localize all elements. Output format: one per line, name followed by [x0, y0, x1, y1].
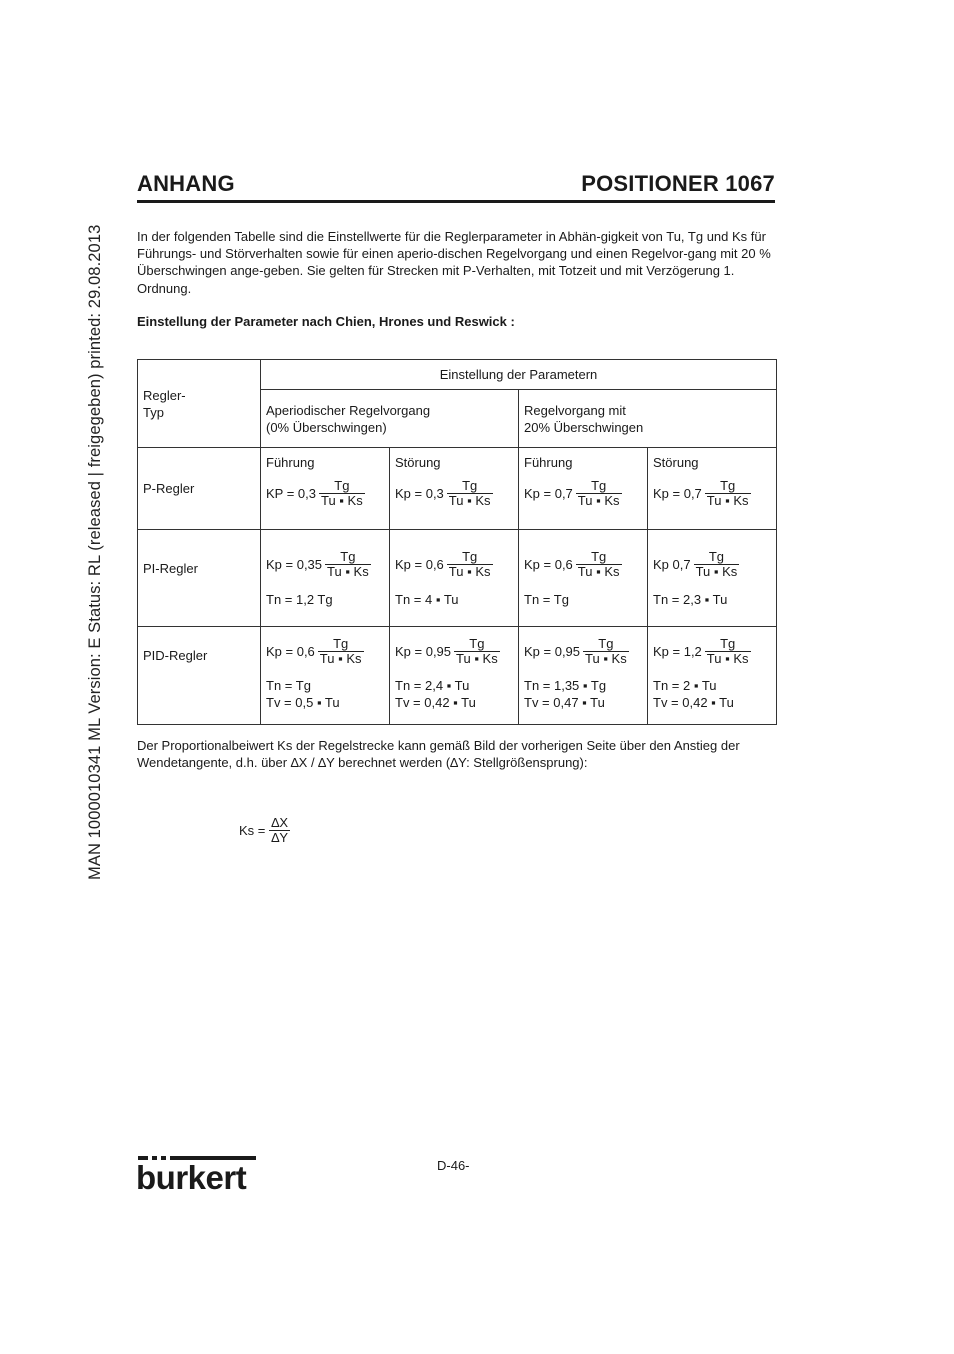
fraction: $\frac{Tg}{Tu ▪ Ks}$	[456, 636, 498, 666]
cell-pi-stoerung-aperiodic: Kp = 0,6 $\frac{Tg}{Tu ▪ Ks}$ Tn = 4 ▪ Tu	[390, 530, 519, 627]
cell-p-stoerung-overshoot: Störung Kp = 0,7 $\frac{Tg}{Tu ▪ Ks}$	[648, 448, 777, 530]
cell-pi-fuehrung-overshoot: Kp = 0,6 $\frac{Tg}{Tu ▪ Ks}$ Tn = Tg	[519, 530, 648, 627]
product-title: POSITIONER 1067	[581, 171, 775, 196]
parameter-table	[137, 359, 777, 725]
regler-typ-header: Regler- Typ	[138, 360, 261, 448]
fraction: $\frac{Tg}{Tu ▪ Ks}$	[706, 636, 749, 666]
cell-pi-fuehrung-aperiodic: Kp = 0,35 $\frac{Tg}{Tu ▪ Ks}$ Tn = 1,2 Tg	[261, 530, 390, 627]
cell-p-fuehrung-overshoot: Führung Kp = 0,7 $\frac{Tg}{Tu ▪ Ks}$	[519, 448, 648, 530]
cell-p-stoerung-aperiodic: Störung Kp = 0,3 $\frac{Tg}{Tu ▪ Ks}$	[390, 448, 519, 530]
page-header	[137, 171, 775, 203]
table-heading: Einstellung der Parameter nach Chien, Hrones und Reswick :	[137, 314, 515, 329]
document-status-note: MAN 1000010341 ML Version: E Status: RL (released | freigegeben) printed: 29.08.2013	[86, 224, 104, 880]
row-label-pi: PI-Regler	[138, 530, 261, 627]
logo-wordmark: burkert	[137, 1159, 247, 1192]
cell-p-fuehrung-aperiodic: Führung KP = 0,3 $\frac{Tg}{Tu ▪ Ks}$	[261, 448, 390, 530]
fraction: $\frac{Tg}{Tu ▪ Ks}$	[327, 549, 369, 579]
intro-paragraph: In der folgenden Tabelle sind die Einstellwerte für die Reglerparameter in Abhän-gigkeit von Tu, Tg und Ks für Führungs- und Störverhalten sowie für einen aperio-dischen Regelvorgang und einen Regelvor-gang mit 20 % Überschwingen ange-geben. Sie gelten für Strecken mit P-Verhalten, mit Totzeit und mit Verzögerung 1. Ordnung.	[137, 229, 771, 296]
table-row	[138, 530, 777, 627]
fraction: $\frac{Tg}{Tu ▪ Ks}$	[448, 478, 491, 508]
fraction: $\frac{Tg}{Tu ▪ Ks}$	[448, 549, 491, 579]
cell-pi-stoerung-overshoot: Kp 0,7 $\frac{Tg}{Tu ▪ Ks}$ Tn = 2,3 ▪ Tu	[648, 530, 777, 627]
burkert-logo-mark	[137, 1156, 257, 1192]
cell-pid-stoerung-overshoot: Kp = 1,2 $\frac{Tg}{Tu ▪ Ks}$ Tn = 2 ▪ Tu Tv = 0,42 ▪ Tu	[648, 627, 777, 725]
overshoot-header: Regelvorgang mit 20% Überschwingen	[519, 390, 777, 448]
cell-pid-fuehrung-overshoot: Kp = 0,95 $\frac{Tg}{Tu ▪ Ks}$ Tn = 1,35 ▪ Tg Tv = 0,47 ▪ Tu	[519, 627, 648, 725]
fraction: $\frac{Tg}{Tu ▪ Ks}$	[319, 636, 362, 666]
row-label-p: P-Regler	[138, 448, 261, 530]
einstellung-header: Einstellung der Parametern	[261, 360, 777, 390]
fraction: $\frac{Tg}{Tu ▪ Ks}$	[321, 478, 363, 508]
fraction: $\frac{Tg}{Tu ▪ Ks}$	[577, 549, 620, 579]
fraction: $\frac{\Delta X}{\Delta Y}$	[271, 815, 288, 845]
fraction: $\frac{Tg}{Tu ▪ Ks}$	[695, 549, 738, 579]
cell-pid-stoerung-aperiodic: Kp = 0,95 $\frac{Tg}{Tu ▪ Ks}$ Tn = 2,4 ▪ Tu Tv = 0,42 ▪ Tu	[390, 627, 519, 725]
aperiodic-header: Aperiodischer Regelvorgang (0% Überschwingen)	[261, 390, 519, 448]
cell-pid-fuehrung-aperiodic: Kp = 0,6 $\frac{Tg}{Tu ▪ Ks}$ Tn = Tg Tv = 0,5 ▪ Tu	[261, 627, 390, 725]
section-title: ANHANG	[137, 171, 235, 196]
ks-explanation: Der Proportionalbeiwert Ks der Regelstrecke kann gemäß Bild der vorherigen Seite über den Anstieg der Wendetangente, d.h. über ∆X / ∆Y berechnet werden (∆Y: Stellgrößensprung):	[137, 738, 740, 771]
table-row	[138, 627, 777, 725]
fraction: $\frac{Tg}{Tu ▪ Ks}$	[577, 478, 620, 508]
ks-formula: Ks = $\frac{\Delta X}{\Delta Y}$	[239, 815, 288, 845]
page-number: D-46-	[437, 1158, 470, 1173]
burkert-logo	[137, 1156, 257, 1197]
fraction: $\frac{Tg}{Tu ▪ Ks}$	[585, 636, 627, 666]
fraction: $\frac{Tg}{Tu ▪ Ks}$	[706, 478, 749, 508]
table-row	[138, 448, 777, 530]
row-label-pid: PID-Regler	[138, 627, 261, 725]
